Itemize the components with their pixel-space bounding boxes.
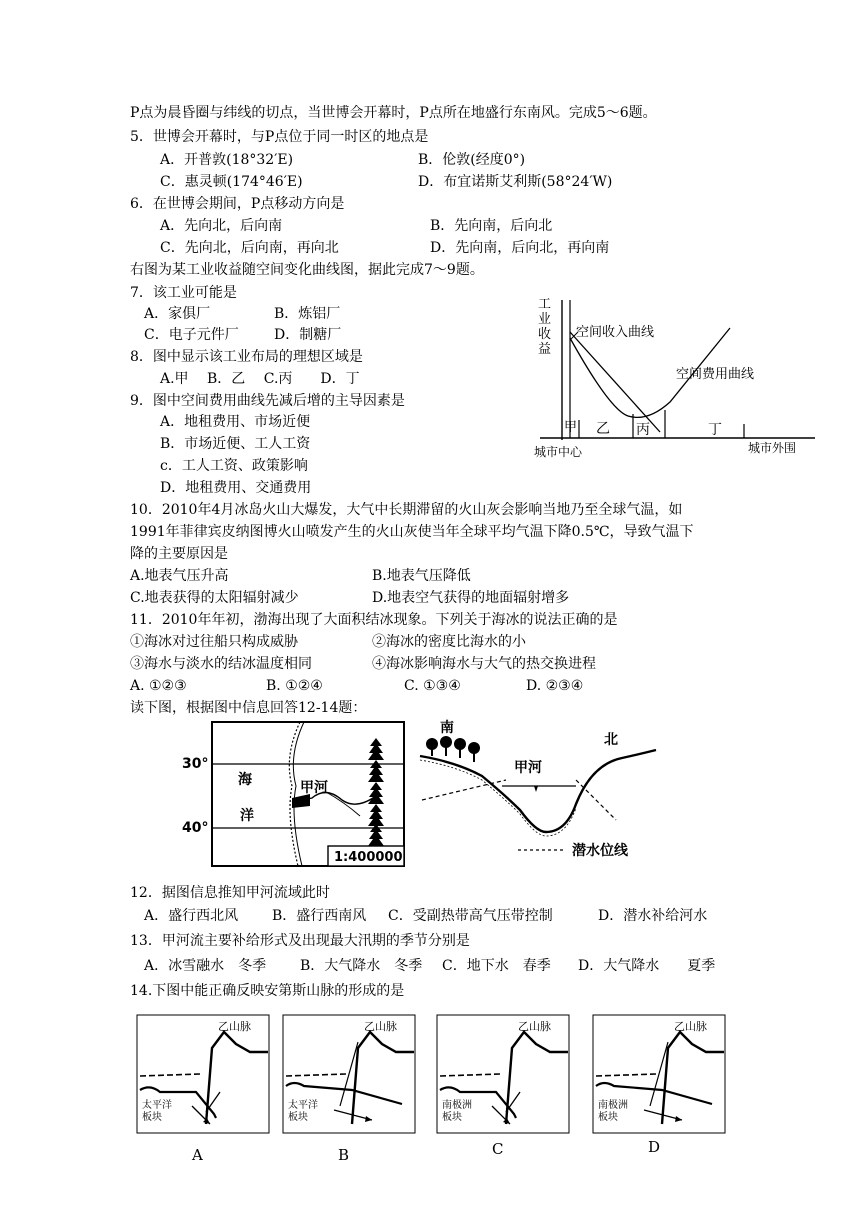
text-line: 5．世博会开幕时，与P点位于同一时区的地点是 (130, 129, 429, 145)
text-line: C．惠灵顿(174°46′E) (160, 174, 303, 190)
text-line: A．盛行西北风 (144, 908, 239, 924)
text-line: C．先向北，后向南，再向北 (160, 240, 339, 256)
space-income-curve (570, 332, 660, 432)
text-line: C．电子元件厂 (144, 327, 239, 343)
river-map (176, 716, 410, 872)
text-line: A.地表气压升高 (130, 568, 229, 584)
text-line: A. ①②③ (130, 678, 187, 694)
plate-name-label: 板块 (142, 1112, 162, 1123)
text-line: ①海冰对过往船只构成威胁 (130, 634, 298, 650)
forest-icon (368, 738, 384, 846)
water-table-legend: 潜水位线 (572, 843, 628, 859)
text-line: 13．甲河流主要补给形式及出现最大汛期的季节分别是 (130, 933, 470, 949)
plate-caption: A (192, 1146, 203, 1164)
text-line: 9．图中空间费用曲线先减后增的主导因素是 (130, 393, 405, 409)
zone-yi: 乙 (596, 421, 610, 437)
text-line: A．家俱厂 (144, 306, 211, 322)
text-line: 14.下图中能正确反映安第斯山脉的形成的是 (130, 983, 405, 999)
plate-diagram-b (282, 1014, 416, 1134)
text-line: ②海冰的密度比海水的小 (372, 634, 526, 650)
plate-name-label: 南极洲 (442, 1100, 472, 1111)
text-line: 7．该工业可能是 (130, 285, 237, 301)
text-line: B. ①②④ (266, 678, 323, 694)
text-line: 12．据图信息推知甲河流域此时 (130, 885, 330, 901)
text-line: B．先向南，后向北 (430, 218, 553, 234)
text-line: ③海水与淡水的结冰温度相同 (130, 656, 312, 672)
plate-name-label: 太平洋 (142, 1100, 172, 1111)
text-line: 读下图，根据图中信息回答12-14题： (130, 700, 367, 716)
river-label: 甲河 (300, 780, 328, 796)
city-outskirts-label: 城市外围 (748, 441, 797, 455)
plate-caption: D (648, 1138, 661, 1156)
plate-name-label: 板块 (288, 1112, 308, 1123)
zone-ding: 丁 (708, 422, 722, 438)
sea-label-1: 海 (238, 772, 252, 788)
text-line: A.甲 B．乙 C.丙 D．丁 (160, 371, 360, 387)
text-line: ④海冰影响海水与大气的热交换进程 (372, 656, 596, 672)
text-line: B．大气降水 冬季 (300, 958, 423, 974)
text-line: D．潜水补给河水 (598, 908, 708, 924)
text-line: A．冰雪融水 冬季 (144, 958, 267, 974)
plate-name-label: 南极洲 (598, 1100, 628, 1111)
text-line: A．开普敦(18°32′E) (160, 152, 294, 168)
text-line: 右图为某工业收益随空间变化曲线图，据此完成7～9题。 (130, 262, 484, 278)
income-curve-label: 空间收入曲线 (576, 325, 655, 340)
lat-40-label: 40° (182, 820, 209, 836)
industry-revenue-graph (530, 292, 820, 462)
text-line: D．先向南，后向北，再向南 (430, 240, 610, 256)
text-line: B．市场近便、工人工资 (160, 436, 311, 452)
north-label: 北 (604, 732, 618, 748)
text-line: D. ②③④ (526, 678, 584, 694)
text-line: C. ①③④ (404, 678, 461, 694)
mountain-label: 乙山脉 (518, 1020, 551, 1033)
text-line: 8．图中显示该工业布局的理想区域是 (130, 349, 363, 365)
text-line: B．炼铝厂 (274, 306, 341, 322)
plate-diagram-c (436, 1014, 570, 1134)
map-scale: 1:400000 (334, 850, 403, 865)
text-line: D.地表空气获得的地面辐射增多 (372, 590, 570, 606)
text-line: C．受副热带高气压带控制 (388, 908, 553, 924)
cost-curve-label: 空间费用曲线 (676, 367, 755, 382)
sea-label-2: 洋 (240, 808, 254, 824)
text-line: D．地租费用、交通费用 (160, 480, 312, 496)
plate-diagram-a (136, 1014, 270, 1134)
text-line: 1991年菲律宾皮纳图博火山喷发产生的火山灰使当年全球平均气温下降0.5℃，导致气温下 (130, 524, 694, 540)
text-line: B．盛行西南风 (272, 908, 367, 924)
river-cross-section (416, 714, 666, 864)
plate-caption: C (492, 1140, 504, 1158)
mountain-label: 乙山脉 (674, 1020, 707, 1033)
text-line: 6．在世博会期间，P点移动方向是 (130, 196, 345, 212)
plate-name-label: 板块 (442, 1112, 462, 1123)
text-line: 降的主要原因是 (130, 546, 228, 562)
text-line: 10．2010年4月冰岛火山大爆发，大气中长期滞留的火山灰会影响当地乃至全球气温，如 (130, 502, 683, 518)
plate-caption: B (338, 1146, 350, 1164)
text-line: c．工人工资、政策影响 (160, 458, 308, 474)
plate-name-label: 太平洋 (288, 1100, 318, 1111)
plate-name-label: 板块 (598, 1112, 618, 1123)
city-center-label: 城市中心 (534, 445, 583, 459)
south-label: 南 (440, 720, 454, 736)
text-line: C.地表获得的太阳辐射减少 (130, 590, 299, 606)
graph-y-label: 工业收益 (538, 297, 552, 357)
text-line: A．先向北，后向南 (160, 218, 283, 234)
text-line: A．地租费用、市场近便 (160, 414, 311, 430)
text-line: B.地表气压降低 (372, 568, 471, 584)
text-line: 11．2010年年初，渤海出现了大面积结冰现象。下列关于海冰的说法正确的是 (130, 612, 618, 628)
text-line: C．地下水 春季 (442, 958, 551, 974)
text-line: D．大气降水 夏季 (578, 958, 716, 974)
section-river-label: 甲河 (514, 760, 542, 776)
zone-bing: 丙 (636, 422, 650, 438)
plate-diagram-d (592, 1014, 726, 1134)
text-line: D．布宜诺斯艾利斯(58°24′W) (418, 174, 613, 190)
text-line: D．制糖厂 (274, 327, 342, 343)
mountain-label: 乙山脉 (364, 1020, 397, 1033)
text-line: B．伦敦(经度0°) (418, 152, 526, 168)
mountain-label: 乙山脉 (218, 1020, 251, 1033)
text-line: P点为晨昏圈与纬线的切点，当世博会开幕时，P点所在地盛行东南风。完成5～6题。 (130, 105, 657, 121)
zone-jia: 甲 (564, 420, 578, 435)
lat-30-label: 30° (182, 756, 209, 772)
